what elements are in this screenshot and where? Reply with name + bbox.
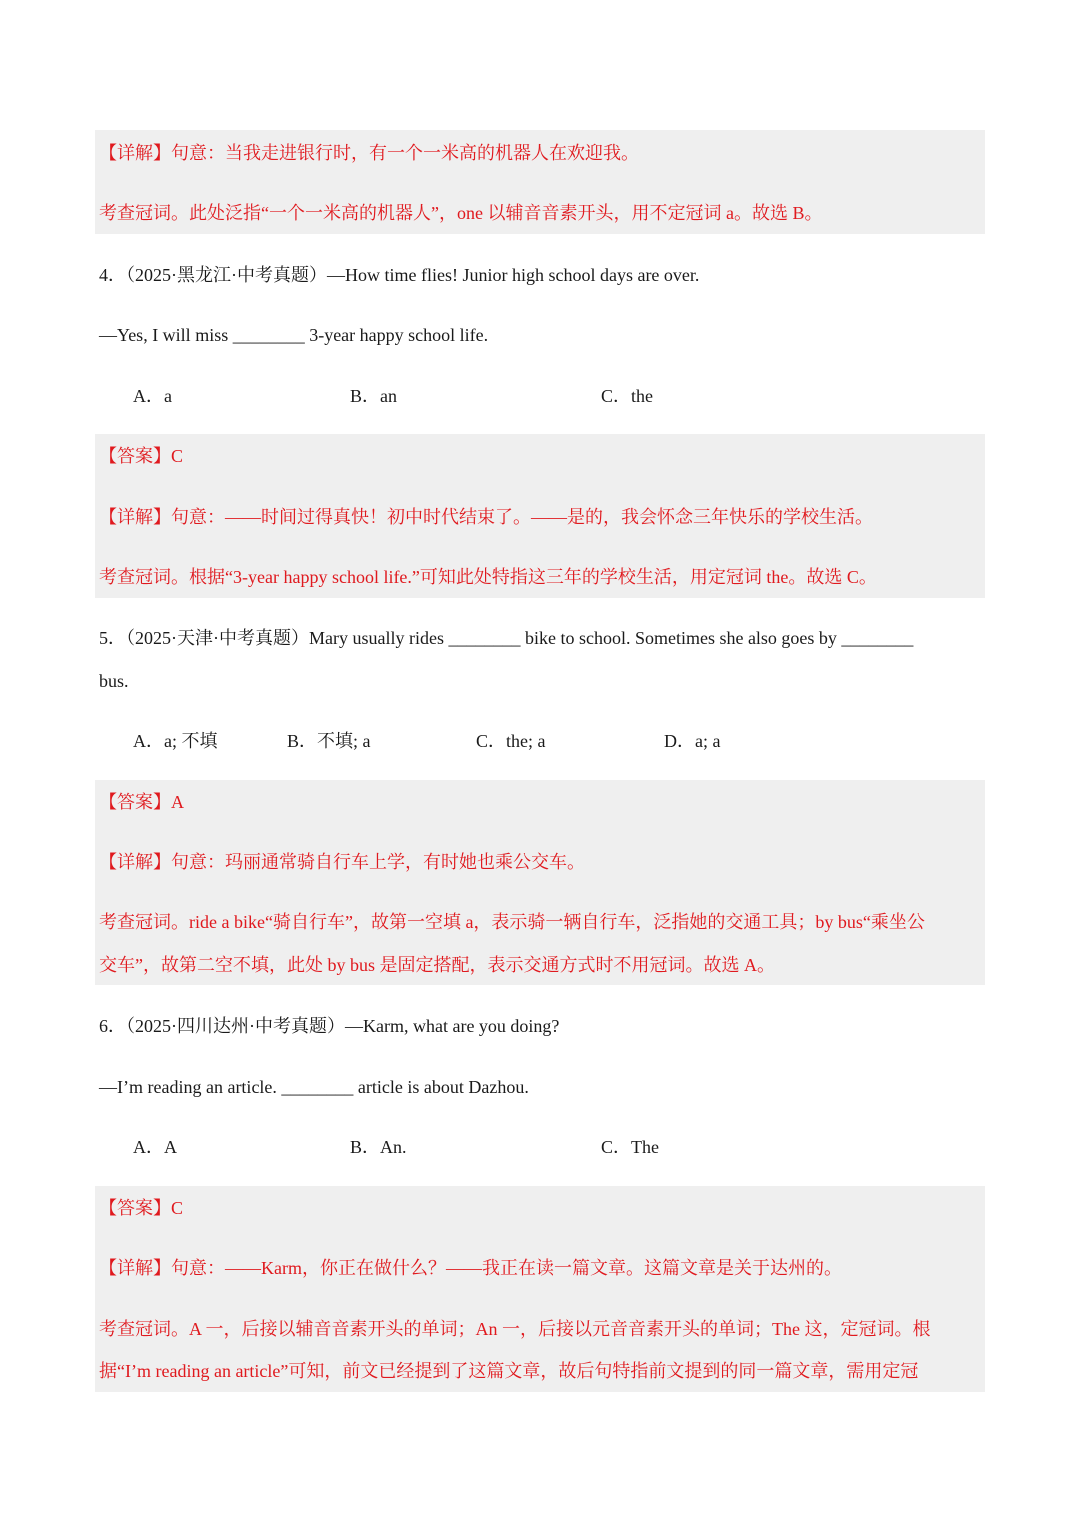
- q6-answer: 【答案】C: [99, 1198, 184, 1218]
- q5-stem-line2: bus.: [99, 671, 129, 691]
- q6-option-a: A．A: [133, 1137, 177, 1157]
- q4-stem: 4．（2025·黑龙江·中考真题）—How time flies! Junior high school days are over.: [99, 265, 700, 285]
- q5-option-c: C．the; a: [476, 731, 546, 751]
- q5-option-a: A．a; 不填: [133, 731, 218, 751]
- q4-analysis: 考查冠词。根据“3-year happy school life.”可知此处特指这三年的学校生活，用定冠词 the。故选 C。: [99, 567, 877, 587]
- q6-option-c: C．The: [601, 1137, 659, 1157]
- q4-answer: 【答案】C: [99, 446, 184, 466]
- q6-stem: 6．（2025·四川达州·中考真题）—Karm, what are you doing?: [99, 1016, 560, 1036]
- q6-analysis-line1: 考查冠词。A 一，后接以辅音音素开头的单词；An 一，后接以元音音素开头的单词；The 这，定冠词。根: [99, 1319, 931, 1339]
- q4-option-a: A．a: [133, 386, 172, 406]
- q5-option-b: B．不填; a: [287, 731, 371, 751]
- q5-stem: 5．（2025·天津·中考真题）Mary usually rides ________ bike to school. Sometimes she also goes by ________: [99, 628, 914, 648]
- q6-detail: 【详解】句意：——Karm，你正在做什么？——我正在读一篇文章。这篇文章是关于达州的。: [99, 1258, 842, 1278]
- q6-option-b: B．An.: [350, 1137, 407, 1157]
- q5-analysis-line2: 交车”，故第二空不填，此处 by bus 是固定搭配，表示交通方式时不用冠词。故选 A。: [99, 955, 775, 975]
- q3-detail: 【详解】句意：当我走进银行时，有一个一米高的机器人在欢迎我。: [99, 143, 639, 163]
- q4-option-c: C．the: [601, 386, 653, 406]
- q5-detail: 【详解】句意：玛丽通常骑自行车上学，有时她也乘公交车。: [99, 852, 585, 872]
- q5-answer: 【答案】A: [99, 792, 184, 812]
- q3-analysis: 考查冠词。此处泛指“一个一米高的机器人”，one 以辅音音素开头，用不定冠词 a。故选 B。: [99, 203, 823, 223]
- q5-analysis-line1: 考查冠词。ride a bike“骑自行车”，故第一空填 a，表示骑一辆自行车，泛指她的交通工具；by bus“乘坐公: [99, 912, 925, 932]
- q4-option-b: B．an: [350, 386, 397, 406]
- q4-detail: 【详解】句意：——时间过得真快！初中时代结束了。——是的，我会怀念三年快乐的学校生活。: [99, 507, 873, 527]
- q5-option-d: D．a; a: [664, 731, 721, 751]
- q6-stem-line2: —I’m reading an article. ________ article is about Dazhou.: [99, 1077, 529, 1097]
- q4-stem-line2: —Yes, I will miss ________ 3-year happy school life.: [99, 325, 489, 345]
- q6-analysis-line2: 据“I’m reading an article”可知，前文已经提到了这篇文章，故后句特指前文提到的同一篇文章，需用定冠: [99, 1361, 919, 1381]
